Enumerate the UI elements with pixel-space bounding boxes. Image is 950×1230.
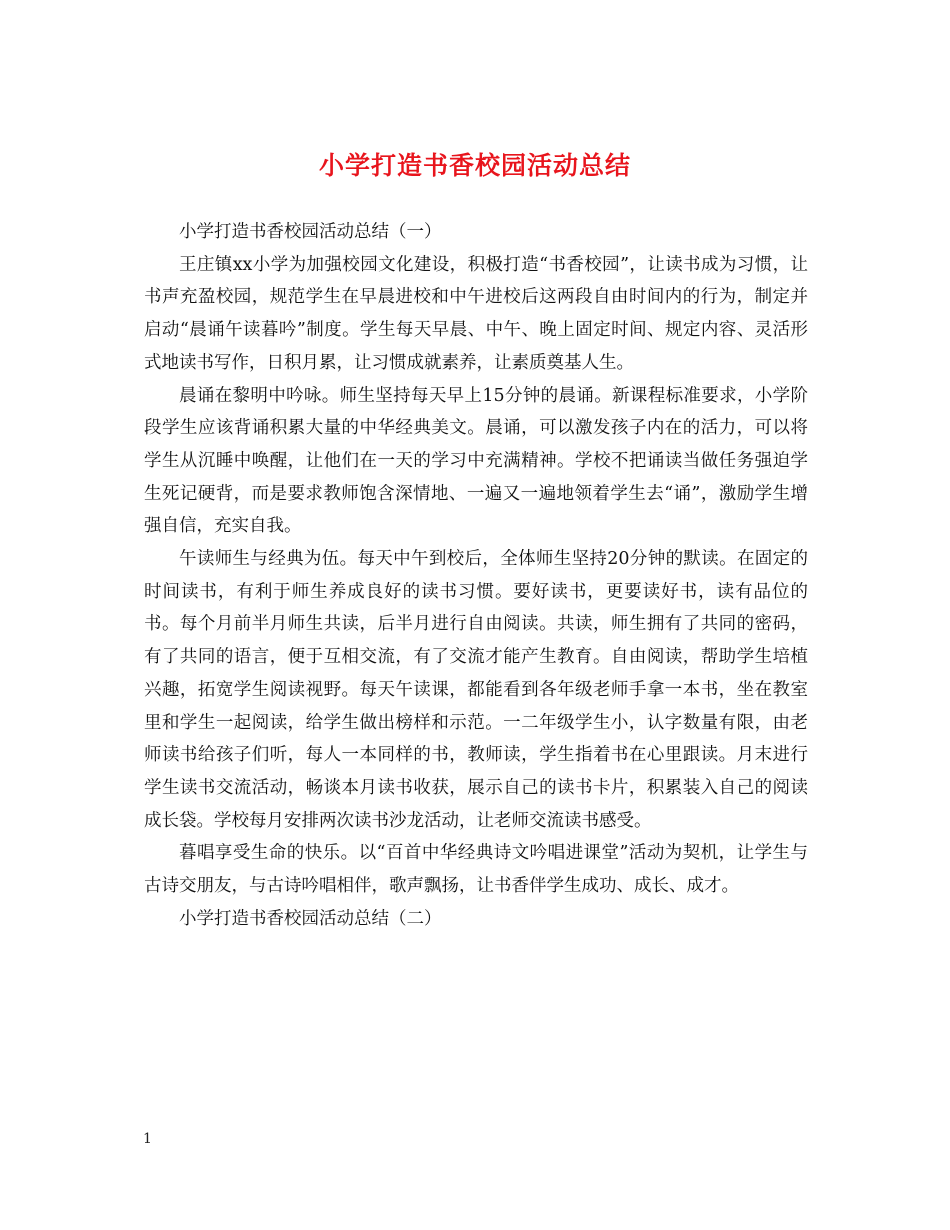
page-number: 1 bbox=[143, 1131, 152, 1147]
paragraph-evening-chanting: 暮唱享受生命的快乐。以“百首中华经典诗文吟唱进课堂”活动为契机，让学生与古诗交朋友，与古诗吟唱相伴，歌声飘扬，让书香伴学生成功、成长、成才。 bbox=[144, 843, 808, 897]
document-body bbox=[144, 216, 808, 935]
paragraph-intro: 王庄镇xx小学为加强校园文化建设，积极打造“书香校园”，让读书成为习惯，让书声充盈校园，规范学生在早晨进校和中午进校后这两段自由时间内的行为，制定并启动“晨诵午读暮吟”制度。学生每天早晨、中午、晚上固定时间、规定内容、灵活形式地读书写作，日积月累，让习惯成就素养，让素质奠基人生。 bbox=[144, 254, 808, 373]
section-heading-1: 小学打造书香校园活动总结（一） bbox=[179, 222, 442, 242]
paragraph-morning-reading: 晨诵在黎明中吟咏。师生坚持每天早上15分钟的晨诵。新课程标准要求，小学阶段学生应该背诵积累大量的中华经典美文。晨诵，可以激发孩子内在的活力，可以将学生从沉睡中唤醒，让他们在一天的学习中充满精神。学校不把诵读当做任务强迫学生死记硬背，而是要求教师饱含深情地、一遍又一遍地领着学生去“诵”，激励学生增强自信，充实自我。 bbox=[144, 385, 808, 537]
document-title: 小学打造书香校园活动总结 bbox=[318, 151, 631, 180]
paragraph-noon-reading: 午读师生与经典为伍。每天中午到校后，全体师生坚持20分钟的默读。在固定的时间读书，有利于师生养成良好的读书习惯。要好读书，更要读好书，读有品位的书。每个月前半月师生共读，后半月进行自由阅读。共读，师生拥有了共同的密码，有了共同的语言，便于互相交流，有了交流才能产生教育。自由阅读，帮助学生培植兴趣，拓宽学生阅读视野。每天午读课，都能看到各年级老师手拿一本书，坐在教室里和学生一起阅读，给学生做出榜样和示范。一二年级学生小，认字数量有限，由老师读书给孩子们听，每人一本同样的书，教师读，学生指着书在心里跟读。月末进行学生读书交流活动，畅谈本月读书收获，展示自己的读书卡片，积累装入自己的阅读成长袋。学校每月安排两次读书沙龙活动，让老师交流读书感受。 bbox=[144, 549, 808, 831]
section-heading-2: 小学打造书香校园活动总结（二） bbox=[179, 908, 442, 929]
